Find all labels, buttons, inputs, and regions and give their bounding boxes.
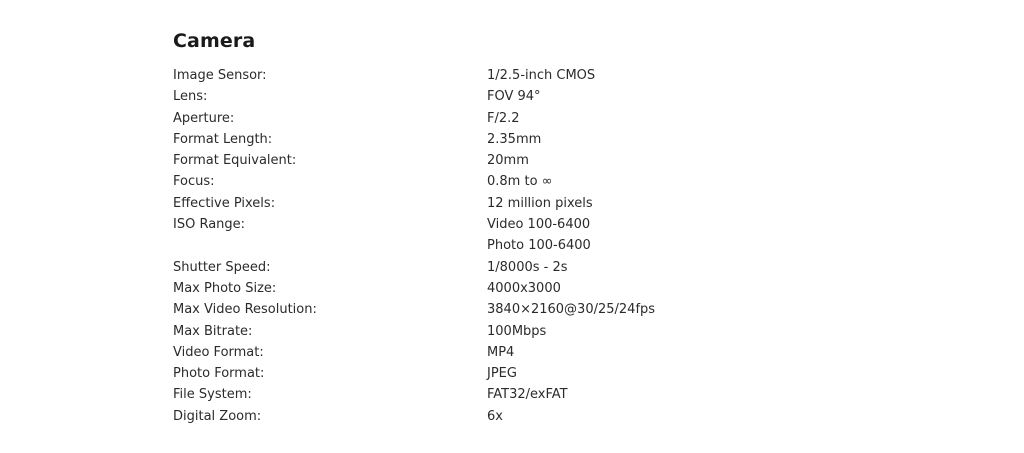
spec-label: Shutter Speed: bbox=[173, 259, 271, 275]
spec-row bbox=[173, 406, 893, 427]
spec-row bbox=[173, 342, 893, 363]
spec-table bbox=[173, 65, 893, 427]
spec-label: Format Equivalent: bbox=[173, 153, 297, 169]
spec-values bbox=[487, 406, 503, 427]
spec-value: 1/2.5-inch CMOS bbox=[487, 68, 596, 83]
spec-label: ISO Range: bbox=[173, 217, 246, 233]
spec-value: 6x bbox=[487, 408, 503, 424]
spec-row bbox=[173, 65, 893, 86]
spec-value: 20mm bbox=[487, 153, 529, 169]
spec-label: Aperture: bbox=[173, 110, 235, 126]
spec-value: 0.8m to ∞ bbox=[487, 174, 553, 190]
spec-value: 2.35mm bbox=[487, 131, 542, 147]
spec-label: Image Sensor: bbox=[173, 68, 267, 83]
section-title: Camera bbox=[173, 30, 256, 52]
spec-row bbox=[173, 257, 893, 278]
spec-value: F/2.2 bbox=[487, 110, 520, 126]
spec-label: Max Video Resolution: bbox=[173, 302, 317, 318]
spec-values bbox=[487, 108, 520, 129]
spec-values bbox=[487, 363, 517, 384]
spec-values bbox=[487, 171, 552, 192]
spec-value: MP4 bbox=[487, 344, 515, 360]
spec-value: 4000x3000 bbox=[487, 280, 561, 296]
spec-values bbox=[487, 257, 568, 278]
spec-values bbox=[487, 150, 529, 171]
spec-label: Digital Zoom: bbox=[173, 408, 262, 424]
spec-label: Video Format: bbox=[173, 344, 264, 360]
spec-value: 1/8000s - 2s bbox=[487, 259, 568, 275]
spec-values bbox=[487, 342, 514, 363]
spec-row bbox=[173, 171, 893, 192]
spec-row bbox=[173, 299, 893, 320]
spec-value: Photo 100-6400 bbox=[487, 238, 591, 254]
spec-values bbox=[487, 278, 561, 299]
spec-row bbox=[173, 108, 893, 129]
camera-spec-section bbox=[173, 29, 893, 427]
spec-value: Video 100-6400 bbox=[487, 217, 591, 233]
spec-values bbox=[487, 86, 541, 107]
spec-label: Effective Pixels: bbox=[173, 195, 276, 211]
spec-values bbox=[487, 321, 546, 342]
spec-values bbox=[487, 65, 595, 86]
spec-row bbox=[173, 363, 893, 384]
spec-value: FOV 94° bbox=[487, 89, 541, 105]
spec-values bbox=[487, 299, 655, 320]
spec-row bbox=[173, 321, 893, 342]
spec-row bbox=[173, 384, 893, 405]
spec-value: FAT32/exFAT bbox=[487, 387, 568, 403]
spec-row bbox=[173, 193, 893, 214]
spec-row bbox=[173, 278, 893, 299]
spec-value: 100Mbps bbox=[487, 323, 547, 339]
spec-label: Lens: bbox=[173, 89, 208, 105]
spec-values bbox=[487, 214, 591, 257]
spec-row bbox=[173, 150, 893, 171]
spec-row bbox=[173, 129, 893, 150]
spec-label: Max Bitrate: bbox=[173, 323, 253, 339]
spec-label: Format Length: bbox=[173, 131, 273, 147]
spec-values bbox=[487, 193, 593, 214]
spec-label: Photo Format: bbox=[173, 366, 265, 382]
spec-label: Max Photo Size: bbox=[173, 280, 277, 296]
spec-value: 12 million pixels bbox=[487, 195, 593, 211]
spec-value: 3840×2160@30/25/24fps bbox=[487, 302, 656, 318]
spec-value: JPEG bbox=[487, 366, 517, 382]
spec-values bbox=[487, 384, 568, 405]
spec-label: Focus: bbox=[173, 174, 215, 190]
spec-values bbox=[487, 129, 541, 150]
spec-row bbox=[173, 86, 893, 107]
spec-label: File System: bbox=[173, 387, 252, 403]
spec-row bbox=[173, 214, 893, 257]
